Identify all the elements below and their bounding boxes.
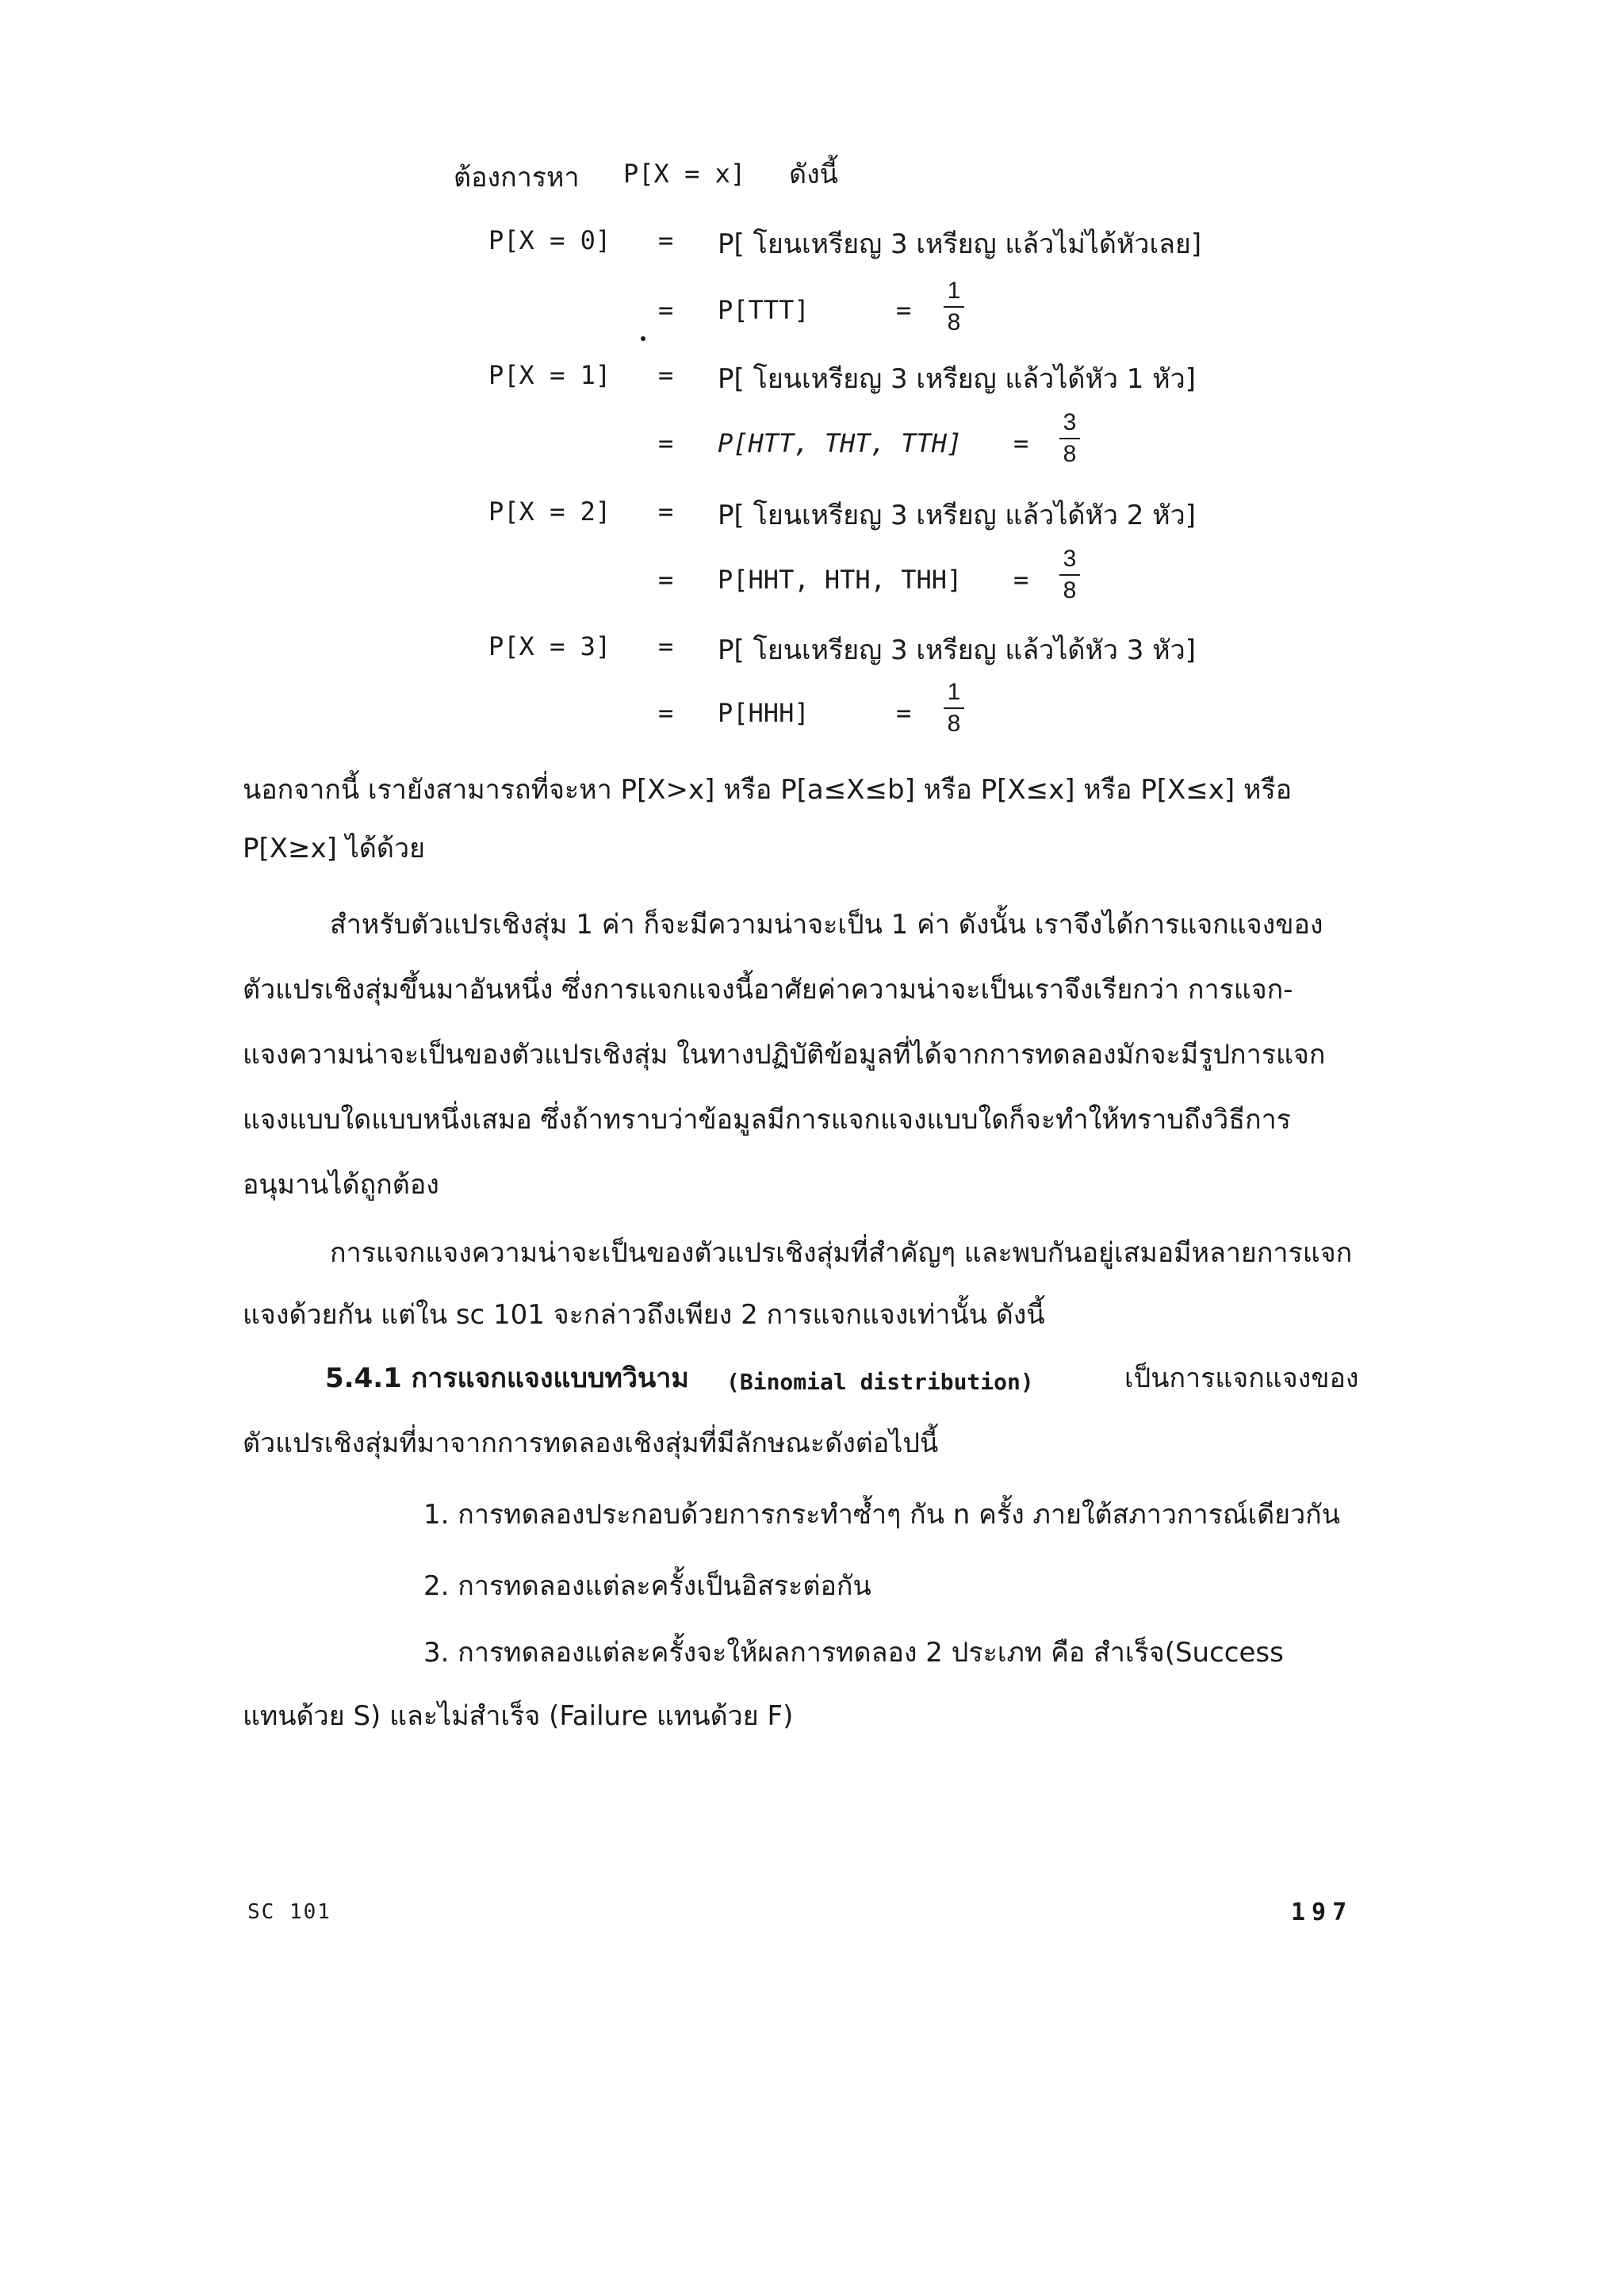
intro-text: ต้องการหา — [454, 162, 580, 194]
equals-sign: = — [658, 360, 674, 390]
fraction-numerator: 3 — [1063, 546, 1077, 572]
paragraph-line: แจงแบบใดแบบหนึ่งเสมอ ซึ่งถ้าทราบว่าข้อมูลมีการแจกแจงแบบใดก็จะทำให้ทราบถึงวิธีการ — [243, 1104, 1291, 1136]
equation-rhs: P[HHT, HTH, THH] — [718, 565, 963, 595]
section-title: 5.4.1 การแจกแจงแบบทวินาม — [325, 1362, 689, 1394]
footer-course-code: SC 101 — [247, 1900, 331, 1924]
fraction — [1059, 411, 1080, 466]
paragraph-line: การแจกแจงความน่าจะเป็นของตัวแปรเชิงสุ่มที่สำคัญๆ และพบกันอยู่เสมอมีหลายการแจก — [330, 1237, 1353, 1269]
equation-rhs: P[ โยนเหรียญ 3 เหรียญ แล้วได้หัว 3 หัว] — [718, 634, 1196, 666]
equals-sign: = — [658, 496, 674, 527]
equation-rhs: P[ โยนเหรียญ 3 เหรียญ แล้วไม่ได้หัวเลย] — [718, 228, 1202, 260]
equals-sign: = — [658, 565, 674, 595]
equals-sign: = — [658, 428, 674, 458]
equals-sign: = — [896, 698, 912, 728]
equals-sign: = — [1013, 565, 1029, 595]
equation-rhs: P[HTT, THT, TTH] — [718, 428, 963, 458]
fraction-denominator: 8 — [1063, 441, 1077, 467]
section-title-rest: เป็นการแจกแจงของ — [1124, 1362, 1359, 1394]
fraction-denominator: 8 — [1063, 577, 1077, 604]
fraction — [944, 680, 964, 736]
paragraph-line: P[X≥x] ได้ด้วย — [243, 833, 426, 864]
paragraph-line: อนุมานได้ถูกต้อง — [243, 1169, 439, 1201]
paragraph-line: แจงด้วยกัน แต่ใน sc 101 จะกล่าวถึงเพียง 2 การแจกแจงเท่านั้น ดังนี้ — [243, 1299, 1045, 1331]
fraction-numerator: 1 — [947, 278, 961, 304]
equals-sign: = — [896, 295, 912, 325]
equation-lhs: P[X = 1] — [488, 360, 611, 390]
page-number: 197 — [1291, 1899, 1354, 1926]
equals-sign: = — [658, 698, 674, 728]
equation-lhs: P[X = 0] — [488, 225, 611, 255]
equation-rhs: P[TTT] — [718, 295, 810, 325]
equation-lhs: P[X = 2] — [488, 496, 611, 527]
paragraph-line: นอกจากนี้ เรายังสามารถที่จะหา P[X>x] หรือ P[a≤X≤b] หรือ P[X≤x] หรือ P[X≤x] หรือ — [243, 774, 1293, 806]
fraction-numerator: 1 — [947, 679, 961, 705]
equation-rhs: P[ โยนเหรียญ 3 เหรียญ แล้วได้หัว 2 หัว] — [718, 500, 1196, 531]
paragraph-line: สำหรับตัวแปรเชิงสุ่ม 1 ค่า ก็จะมีความน่าจะเป็น 1 ค่า ดังนั้น เราจึงได้การแจกแจงของ — [330, 909, 1323, 941]
equals-sign: = — [658, 295, 674, 325]
paragraph-line: แจงความน่าจะเป็นของตัวแปรเชิงสุ่ม ในทางปฏิบัติข้อมูลที่ได้จากการทดลองมักจะมีรูปการแจก — [243, 1039, 1326, 1071]
list-item: 1. การทดลองประกอบด้วยการกระทำซ้ำๆ กัน n ครั้ง ภายใต้สภาวการณ์เดียวกัน — [423, 1499, 1340, 1531]
list-item: 3. การทดลองแต่ละครั้งจะให้ผลการทดลอง 2 ประเภท คือ สำเร็จ(Success — [423, 1637, 1284, 1669]
equals-sign: = — [658, 631, 674, 661]
list-item: 2. การทดลองแต่ละครั้งเป็นอิสระต่อกัน — [423, 1570, 871, 1602]
section-title-english: (Binomial distribution) — [726, 1369, 1034, 1395]
fraction — [944, 279, 964, 335]
paragraph-line: ตัวแปรเชิงสุ่มขึ้นมาอันหนึ่ง ซึ่งการแจกแจงนี้อาศัยค่าความน่าจะเป็นเราจึงเรียกว่า การแจก- — [243, 974, 1293, 1006]
intro-expression: P[X = x] — [623, 159, 746, 189]
paragraph-line: ตัวแปรเชิงสุ่มที่มาจากการทดลองเชิงสุ่มที่มีลักษณะดังต่อไปนี้ — [243, 1428, 939, 1459]
equation-rhs: P[HHH] — [718, 698, 810, 728]
list-item-continuation: แทนด้วย S) และไม่สำเร็จ (Failure แทนด้วย F) — [243, 1700, 794, 1732]
equation-rhs: P[ โยนเหรียญ 3 เหรียญ แล้วได้หัว 1 หัว] — [718, 363, 1196, 395]
fraction — [1059, 547, 1080, 603]
fraction-denominator: 8 — [947, 711, 961, 737]
scan-speck — [641, 336, 645, 341]
equation-lhs: P[X = 3] — [488, 631, 611, 661]
equals-sign: = — [1013, 428, 1029, 458]
fraction-numerator: 3 — [1063, 409, 1077, 435]
intro-tail: ดังนี้ — [789, 159, 838, 190]
fraction-denominator: 8 — [947, 309, 961, 335]
equals-sign: = — [658, 225, 674, 255]
